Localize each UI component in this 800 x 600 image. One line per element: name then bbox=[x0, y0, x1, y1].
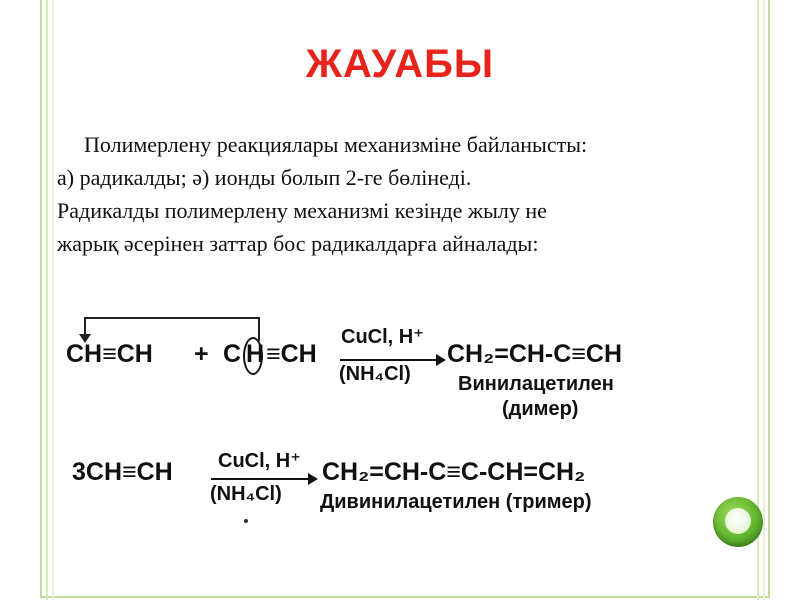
reaction-arrow bbox=[340, 359, 438, 361]
frame-stripe bbox=[52, 0, 54, 600]
arrow-head-icon bbox=[308, 473, 318, 485]
body-paragraph bbox=[57, 128, 757, 260]
corner-ornament-center-icon bbox=[725, 508, 751, 534]
paragraph-line: Радикалды полимерлену механизмі кезінде жылу не bbox=[57, 198, 547, 223]
highlight-circle bbox=[243, 337, 263, 375]
frame-stripe bbox=[763, 0, 765, 600]
reactant-2-rest: ≡CH bbox=[266, 340, 317, 368]
catalyst-bottom: (NH₄Cl) bbox=[339, 363, 411, 385]
plus-sign: + bbox=[194, 340, 209, 368]
product-2: CH₂=CH-C≡C-CH=CH₂ bbox=[322, 458, 586, 486]
paragraph-line: Полимерлену реакциялары механизміне байланысты: bbox=[84, 132, 588, 157]
bracket-line bbox=[84, 317, 260, 319]
frame-stripe bbox=[46, 0, 48, 600]
catalyst-bottom-2: (NH₄Cl) bbox=[210, 483, 282, 505]
product-1-type: (димер) bbox=[502, 398, 579, 420]
reactant-3: 3CH≡CH bbox=[72, 458, 173, 486]
paragraph-line: а) радикалды; ә) ионды болып 2-ге бөлінеді. bbox=[57, 165, 472, 190]
paragraph-line: жарық әсерінен заттар бос радикалдарға айналады: bbox=[57, 231, 539, 256]
bracket-line bbox=[258, 317, 260, 341]
product-2-name: Дивинилацетилен (тример) bbox=[320, 491, 592, 513]
slide-title: ЖАУАБЫ bbox=[305, 42, 495, 86]
reactant-1: CH≡CH bbox=[66, 340, 153, 368]
stray-dot bbox=[244, 519, 248, 523]
reaction-arrow bbox=[211, 478, 310, 480]
catalyst-top: CuCl, H⁺ bbox=[341, 326, 424, 348]
catalyst-top-2: CuCl, H⁺ bbox=[218, 450, 301, 472]
product-1: CH₂=CH-C≡CH bbox=[447, 340, 622, 368]
arrow-head-icon bbox=[436, 354, 446, 366]
reactant-2-h: H bbox=[246, 340, 265, 368]
reactant-2-c: C bbox=[223, 340, 242, 368]
product-1-name: Винилацетилен bbox=[458, 373, 614, 395]
